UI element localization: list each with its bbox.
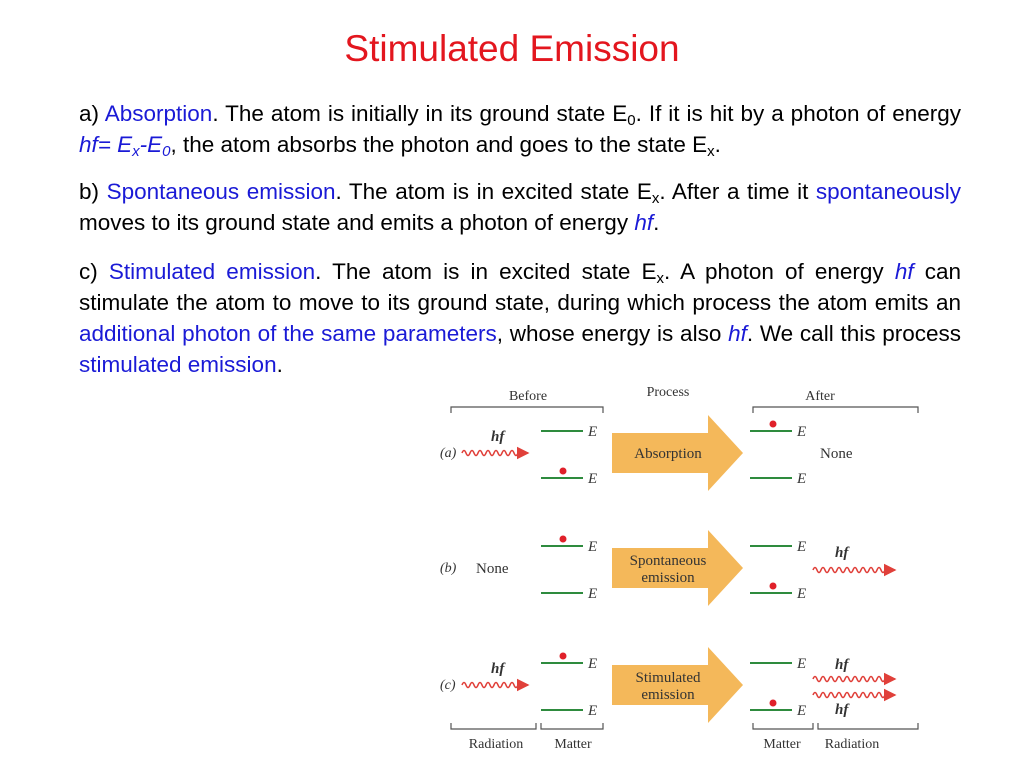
matter-right-brace [753,723,813,729]
row-3-level-ex-after-label: E [797,656,807,672]
row-2-hf-out: hf [835,545,849,561]
row-3-process-label-1: Stimulated [635,670,701,686]
term-stimulated-emission-2: stimulated emission [79,352,277,377]
row-3-photon-out-1 [813,677,895,682]
row-3-level-ex-before-label: E [588,656,598,672]
term-absorption: Absorption [104,101,213,126]
para-c-sub-x: x [656,270,664,287]
para-c-hf-2: hf [728,321,747,346]
row-1-level-ex-before-label: E [588,424,598,440]
para-b-prefix: b) [79,179,107,204]
footer-radiation-right: Radiation [824,737,880,752]
header-process: Process [646,385,690,400]
para-b-text-4: . [653,210,660,235]
para-a-eq: = E [97,132,133,157]
footer-matter-left: Matter [554,737,592,752]
row-3-hf-in: hf [491,661,505,677]
footer-matter-right: Matter [763,737,801,752]
page-title: Stimulated Emission [344,28,680,69]
row-2-level-ex-before-label: E [588,539,598,555]
row-2-level-e0-after-label: E [797,586,807,602]
row-2-none-before: None [476,561,509,577]
row-1-atom-after [770,421,777,428]
row-1-process-label-1: Absorption [634,446,702,462]
para-a-text-2: . If it is hit by a photon of energy [635,101,961,126]
row-3-hf-out-2: hf [835,702,849,718]
term-stimulated-emission: Stimulated emission [108,259,316,284]
para-c-prefix: c) [79,259,109,284]
para-a-sub-0: 0 [627,112,636,129]
matter-left-brace [541,723,603,729]
term-spontaneously: spontaneously [815,179,961,204]
row-3-photon-out-2 [813,693,895,698]
para-c-text-4: , whose energy is also [496,321,729,346]
para-b-hf: hf [634,210,654,235]
footer-radiation-left: Radiation [468,737,524,752]
radiation-right-brace [818,723,918,729]
para-c-text-1: . The atom is in excited state E [315,259,657,284]
row-3-photon-in [462,683,528,688]
row-2-atom-after [770,583,777,590]
radiation-left-brace [451,723,536,729]
row-3-label: (c) [440,678,456,693]
row-3-level-e0-after-label: E [797,703,807,719]
row-1-level-e0-before-label: E [588,471,598,487]
row-2-atom-before [560,536,567,543]
row-2-photon-out [813,568,895,573]
row-3-process-label-2: emission [641,687,695,703]
row-2-process-label-1: Spontaneous [629,553,707,569]
para-c-text-2: . A photon of energy [664,259,895,284]
row-1-label: (a) [440,446,457,461]
before-brace [451,407,603,413]
row-2-process-label-2: emission [641,570,695,586]
term-spontaneous-emission: Spontaneous emission [106,179,336,204]
header-after: After [805,389,835,404]
para-b-text-1: . The atom is in excited state E [335,179,652,204]
para-a-minus: -E [139,132,163,157]
row-3-atom-after [770,700,777,707]
para-a-sub-x2: x [707,143,715,160]
row-1-none-after: None [820,446,853,462]
row-2-level-ex-after-label: E [797,539,807,555]
row-3-atom-before [560,653,567,660]
para-c-text-5: . We call this process [746,321,961,346]
term-additional-photon: additional photon of the same parameters [79,321,497,346]
para-a-text-1: . The atom is initially in its ground state E [212,101,628,126]
para-b-text-3: moves to its ground state and emits a photon of energy [79,210,635,235]
row-2-label: (b) [440,561,457,576]
header-before: Before [508,389,548,404]
row-3-hf-out-1: hf [835,657,849,673]
para-c-text-6: . [276,352,283,377]
para-a-text-4: . [714,132,721,157]
row-1-atom-before [560,468,567,475]
row-1-photon-in [462,451,528,456]
row-1-hf-in: hf [491,429,505,445]
row-1-level-e0-after-label: E [797,471,807,487]
para-a-sub-0b: 0 [162,143,171,160]
para-b-sub-x: x [651,190,660,207]
row-2-level-e0-before-label: E [588,586,598,602]
para-c-text-3: can stimulate the atom to move to its ground state, during which process the atom emits an [79,259,961,315]
para-b-text-2: . After a time it [659,179,816,204]
para-a-hf: hf [79,132,98,157]
para-a-sub-x: x [132,143,140,160]
para-c-hf: hf [894,259,914,284]
para-a-prefix: a) [79,101,105,126]
after-brace [753,407,918,413]
row-1-level-ex-after-label: E [797,424,807,440]
row-3-level-e0-before-label: E [588,703,598,719]
para-a-text-3: , the atom absorbs the photon and goes to the state E [170,132,708,157]
